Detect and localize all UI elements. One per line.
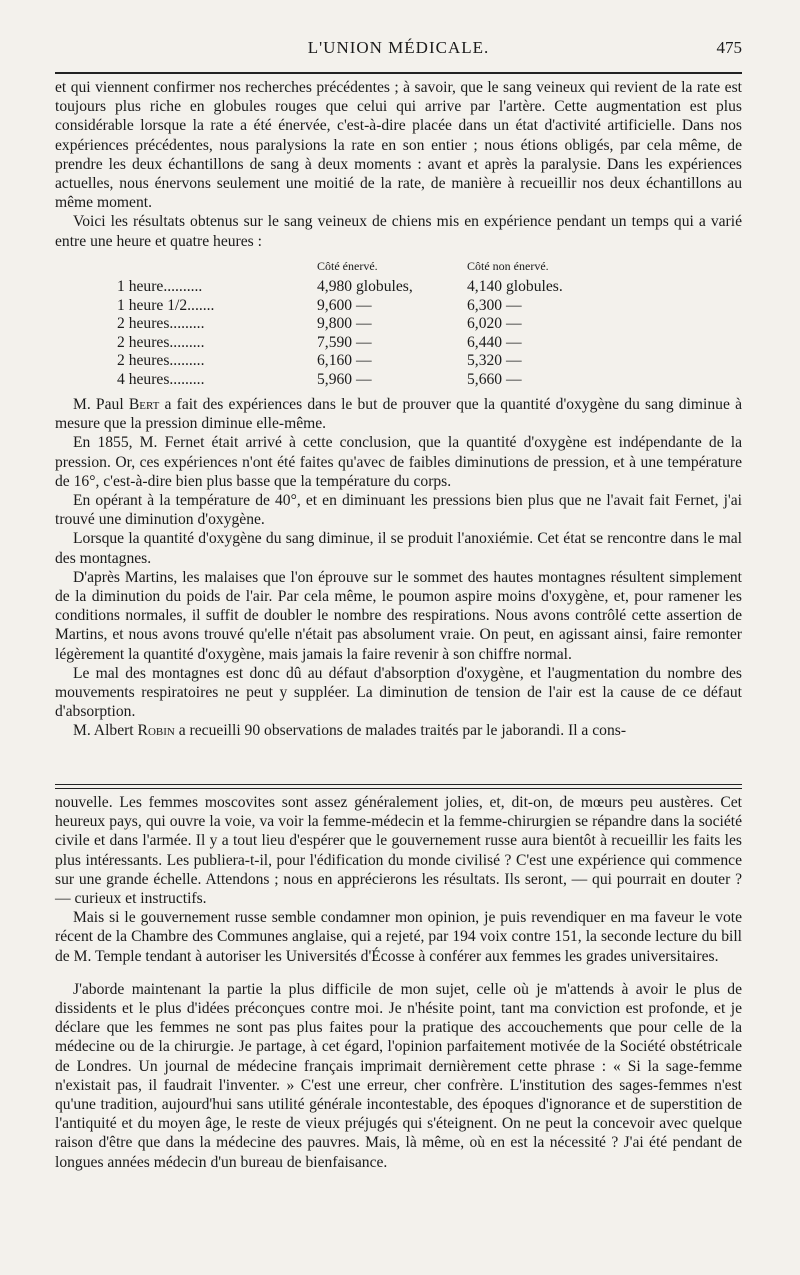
author-name: Bert [128,396,160,414]
page-header [55,36,742,66]
paragraph: Mais si le gouvernement russe semble condamner mon opinion, je puis revendiquer en ma faveur le vote récent de la Chambre des Communes anglaise, qui a rejeté, par 194 voix contre 151, la seconde lecture du bill de M. Temple tendant à autoriser les Universités d'Écosse à conférer aux femmes les grades universitaires. [55,909,742,965]
duration-cell: 1 heure.......... [117,278,203,296]
duration-cell: 2 heures......... [117,333,205,351]
duration-cell: 2 heures......... [117,352,205,370]
paragraph: Voici les résultats obtenus sur le sang veineux de chiens mis en expérience pendant un temps qui a varié entre une heure et quatre heures : [55,213,742,250]
paragraph: En 1855, M. Fernet était arrivé à cette conclusion, que la quantité d'oxygène est indépendante de la pression. Or, ces expériences n'ont été faites qu'avec de faibles diminutions de pression, et à une température de 16°, c'est-à-dire bien plus basse que la température du corps. [55,434,742,490]
lower-article [55,793,742,1172]
paragraph: J'aborde maintenant la partie la plus difficile de mon sujet, celle où je m'attends à avoir le plus de dissidents et le plus d'idées préconçues contre moi. Je n'hésite point, tant ma conviction est profonde, et je déclare que les femmes ne sont pas plus faites pour la pratique des accouchements que pour celle de la médecine ou de la chirurgie. Je partage, à cet égard, l'opinion parfaitement motivée de la Société obstétricale de Londres. Un journal de médecine français imprimait dernièrement cette phrase : « Si la sage-femme n'existait pas, il faudrait l'inventer. » C'est une erreur, cher confrère. L'institution des sages-femmes n'est qu'une tradition, aujourd'hui sans utilité générale incontestable, des époques d'ignorance et de superstition de l'antiquité et du moyen âge, le reste de vieux préjugés qui s'éteignent. On ne peut la concevoir avec quelque raison d'être que dans la médecine des pauvres. Mais, là même, où en est la nécessité ? J'ai été pendant de longues années médecin d'un bureau de bienfaisance. [55,980,742,1171]
paragraph: Lorsque la quantité d'oxygène du sang diminue, il se produit l'anoxiémie. Cet état se rencontre dans le mal des montagnes. [55,530,742,567]
table-row [117,352,587,371]
page-number: 475 [716,38,742,57]
header-rule [55,72,742,74]
enerve-cell: 9,600 — [317,296,372,314]
table-row [117,315,587,334]
running-title: L'UNION MÉDICALE. [307,38,490,57]
non-enerve-cell: 5,320 — [467,352,522,370]
non-enerve-cell: 6,020 — [467,315,522,333]
enerve-cell: 7,590 — [317,333,372,351]
enerve-cell: 6,160 — [317,352,372,370]
col-header-non-enerve: Côté non énervé. [467,258,549,273]
non-enerve-cell: 6,300 — [467,296,522,314]
enerve-cell: 4,980 globules, [317,278,413,296]
duration-cell: 4 heures......... [117,370,205,388]
duration-cell: 1 heure 1/2....... [117,296,215,314]
table-row [117,278,587,297]
table-row [117,371,587,390]
table-row [117,297,587,316]
paragraph: M. Paul Bert a fait des expériences dans le but de prouver que la quantité d'oxygène du sang diminue à mesure que la pression diminue elle-même. [55,396,742,433]
non-enerve-cell: 4,140 globules. [467,278,563,296]
duration-cell: 2 heures......... [117,315,205,333]
author-name: Robin [137,722,175,740]
enerve-cell: 5,960 — [317,370,372,388]
non-enerve-cell: 6,440 — [467,333,522,351]
section-divider [55,784,742,789]
paragraph: D'après Martins, les malaises que l'on éprouve sur le sommet des hautes montagnes résultent simplement de la diminution du poids de l'air. Par cela même, le poumon aspire moins d'oxygène, et, pour ramener les conditions normales, il suffit de doubler le nombre des respirations. Nous avons contrôlé cette assertion de Martins, et nous avons trouvé qu'elle n'était pas absolument vraie. On peut, en agissant ainsi, faire remonter légèrement la quantité d'oxygène, mais jamais la faire revenir à son chiffre normal. [55,568,742,663]
paragraph: En opérant à la température de 40°, et en diminuant les pressions bien plus que ne l'avait fait Fernet, j'ai trouvé une diminution d'oxygène. [55,492,742,529]
col-header-enerve: Côté énervé. [317,258,378,273]
paragraph: Le mal des montagnes est donc dû au défaut d'absorption d'oxygène, et l'augmentation du nombre des mouvements respiratoires ne peut y suppléer. La diminution de tension de l'air est la cause de ce défaut d'absorption. [55,664,742,721]
paragraph: nouvelle. Les femmes moscovites sont assez généralement jolies, et, dit-on, de mœurs peu austères. Cet heureux pays, qui ouvre la voie, va voir la femme-médecin et la femme-chirurgien se répandre dans la société civile et dans l'armée. Il y a tout lieu d'espérer que le gouvernement russe aura bientôt à recueillir les faits les plus intéressants. Les publiera-t-il, pour l'édification du monde civilisé ? C'est une expérience qui commence sur une grande échelle. Attendons ; nous en apprécierons les résultats. Ils seront, — qui pourrait en douter ? — curieux et instructifs. [55,794,742,908]
results-table [117,257,587,389]
enerve-cell: 9,800 — [317,315,372,333]
paragraph: M. Albert Robin a recueilli 90 observations de malades traités par le jaborandi. Il a cons- [73,722,627,740]
upper-article [55,78,742,741]
table-header-row [117,257,587,278]
non-enerve-cell: 5,660 — [467,370,522,388]
table-row [117,334,587,353]
paragraph: et qui viennent confirmer nos recherches précédentes ; à savoir, que le sang veineux qui revient de la rate est toujours plus riche en globules rouges que celui qui arrive par l'artère. Cette augmentation est plus considérable lorsque la rate a été énervée, c'est-à-dire placée dans un état d'activité artificielle. Dans nos expériences précédentes, nous paralysions la rate en son entier ; nous étions obligés, par cela même, de prendre les deux échantillons de sang à deux moments : avant et après la paralysie. Dans les expériences actuelles, nous énervons seulement une moitié de la rate, de manière à recueillir nos deux échantillons au même moment. [55,79,742,212]
